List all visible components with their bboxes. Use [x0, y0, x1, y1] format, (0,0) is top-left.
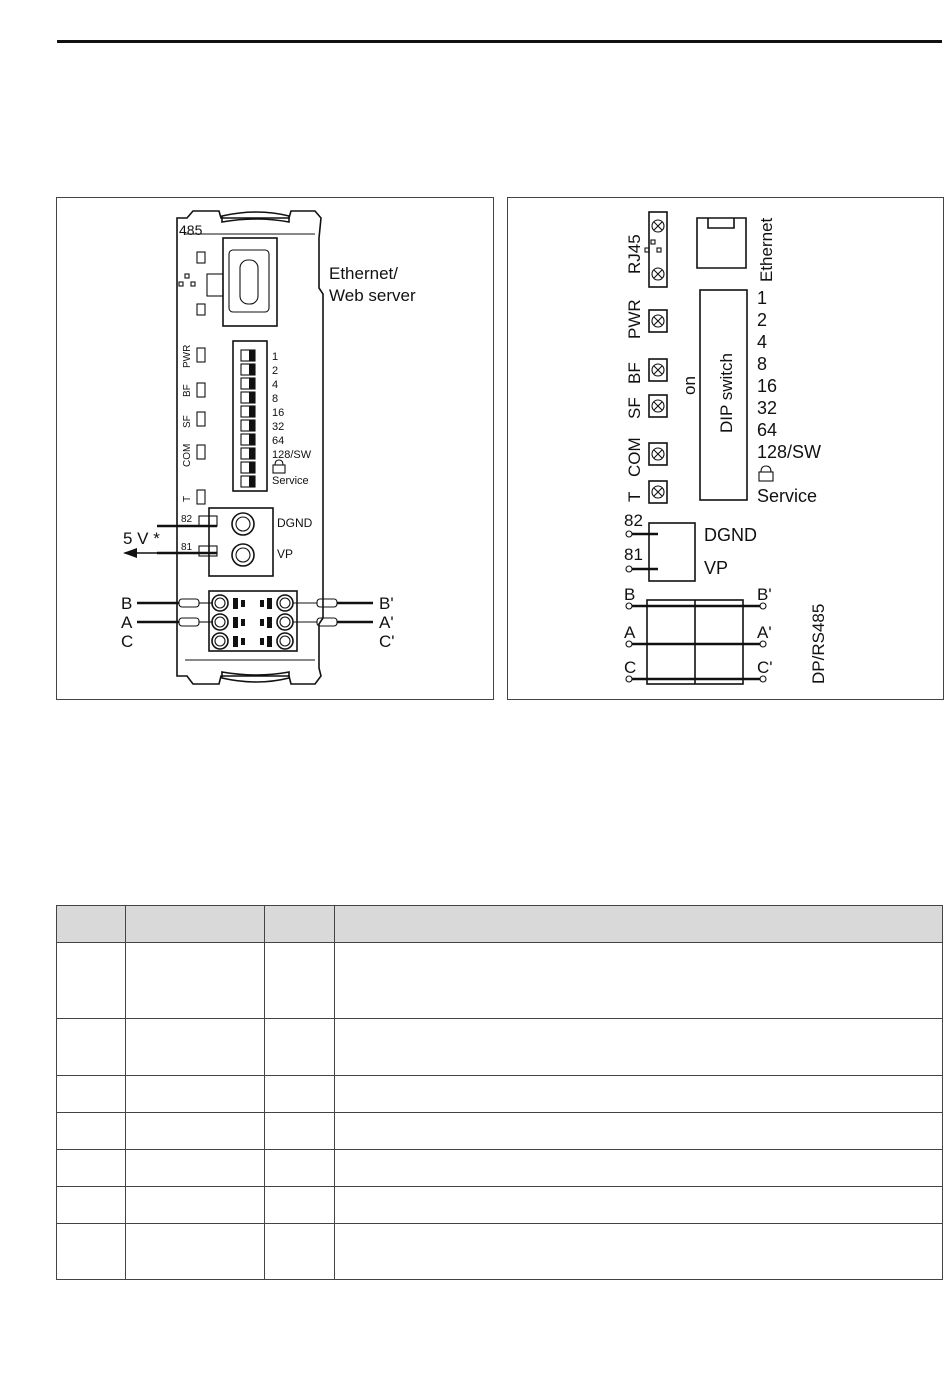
bus-label-c: C: [121, 632, 134, 651]
rj45-led-1: [652, 220, 664, 232]
service-label: Service: [757, 486, 818, 506]
module-label: 485: [179, 222, 203, 238]
bus-label-b-prime: B': [379, 594, 394, 613]
led-pwr: [182, 345, 205, 368]
table-cell: [126, 1150, 265, 1187]
bus-label-a: A: [121, 613, 133, 632]
terminal-81-contact: [199, 546, 217, 556]
bus-label-a: A: [624, 623, 636, 642]
svg-text:SF: SF: [625, 397, 644, 419]
rj45-led-2: [652, 268, 664, 280]
table-cell: [126, 1224, 265, 1280]
dip-value: 4: [272, 379, 279, 391]
table-header-row: [57, 906, 943, 943]
top-rule: [57, 40, 942, 43]
terminal-81-label: 81: [624, 545, 643, 564]
table-cell: [57, 1019, 126, 1076]
table-cell: [265, 1224, 335, 1280]
table-cell: [335, 1019, 943, 1076]
dgnd-label: DGND: [277, 516, 313, 530]
svg-text:COM: COM: [625, 437, 644, 477]
bus-label-b: B: [624, 585, 636, 604]
terminal-82-label: 82: [181, 514, 193, 525]
led-t: [625, 481, 667, 503]
bus-terminals-left: [212, 595, 245, 649]
svg-text:COM: COM: [182, 443, 193, 467]
led-sf: [625, 395, 667, 419]
dgnd-screw: [232, 513, 254, 535]
table-header-cell: [126, 906, 265, 943]
dip-value: 32: [757, 398, 778, 418]
dip-value: 2: [272, 365, 279, 377]
table-cell: [265, 1019, 335, 1076]
svg-text:BF: BF: [625, 362, 644, 384]
dip-value: 128/SW: [272, 449, 312, 461]
table-header-cell: [265, 906, 335, 943]
svg-text:T: T: [625, 491, 644, 502]
bus-label-b: B: [121, 594, 133, 613]
table-row: [57, 1019, 943, 1076]
table-row: [57, 943, 943, 1019]
led-sf: [182, 412, 205, 428]
ethernet-led-1: [197, 252, 205, 263]
bus-terminals-right: [260, 595, 293, 649]
table-cell: [126, 1187, 265, 1224]
led-bf: [182, 383, 205, 397]
dip-value: 2: [757, 310, 768, 330]
bottom-latch: [222, 672, 289, 682]
table-cell: [335, 943, 943, 1019]
dgnd-label: DGND: [704, 525, 757, 545]
power-connector: [649, 523, 695, 581]
on-label: on: [680, 376, 699, 395]
led-t: [182, 490, 205, 504]
table-cell: [335, 1150, 943, 1187]
table-row: [57, 1150, 943, 1187]
lock-icon: [759, 466, 773, 481]
table-cell: [57, 1224, 126, 1280]
table-cell: [265, 1076, 335, 1113]
table-cell: [126, 1019, 265, 1076]
led-com: [182, 444, 205, 467]
bus-label-a-prime: A': [757, 623, 772, 642]
top-latch: [222, 212, 289, 222]
ethernet-label: Ethernet: [757, 217, 776, 282]
ethernet-port-socket: [229, 250, 269, 312]
dip-value: 8: [272, 393, 279, 405]
ethernet-port-latch: [240, 260, 258, 304]
dip-value: 64: [757, 420, 778, 440]
table-cell: [126, 1113, 265, 1150]
table-cell: [57, 1076, 126, 1113]
table-cell: [335, 1076, 943, 1113]
description-table: [56, 905, 943, 1280]
dip-value: 1: [757, 288, 768, 308]
dip-value: 64: [272, 435, 285, 447]
svg-text:PWR: PWR: [625, 299, 644, 339]
table-cell: [335, 1187, 943, 1224]
vp-label: VP: [704, 558, 729, 578]
terminal-81-label: 81: [181, 542, 193, 553]
table-cell: [57, 943, 126, 1019]
svg-text:PWR: PWR: [182, 344, 193, 368]
table-row: [57, 1076, 943, 1113]
table-cell: [335, 1113, 943, 1150]
terminal-82-label: 82: [624, 511, 643, 530]
dip-values: [757, 288, 821, 462]
table-row: [57, 1113, 943, 1150]
table-cell: [265, 1113, 335, 1150]
module-front-view-figure: [56, 197, 494, 700]
ethernet-label-line2: Web server: [329, 286, 416, 305]
module-schematic-figure: [507, 197, 944, 700]
dip-value: 4: [757, 332, 768, 352]
dip-value: 32: [272, 421, 285, 433]
dip-value: 16: [272, 407, 285, 419]
dip-value: 1: [272, 351, 279, 363]
table-row: [57, 1187, 943, 1224]
table-cell: [57, 1113, 126, 1150]
table-header-cell: [335, 906, 943, 943]
service-label: Service: [272, 475, 309, 487]
network-icon: [645, 240, 661, 252]
led-com: [625, 437, 667, 477]
supply-label: 5 V *: [123, 529, 160, 548]
table-header-cell: [57, 906, 126, 943]
table-cell: [265, 943, 335, 1019]
rj45-socket-icon: [697, 218, 746, 268]
table-cell: [335, 1224, 943, 1280]
dip-value: 8: [757, 354, 768, 374]
module-schematic-drawing: [508, 198, 943, 699]
svg-text:T: T: [182, 495, 193, 502]
dip-values: [272, 351, 312, 461]
bus-label-c-prime: C': [379, 632, 395, 651]
dip-value: 128/SW: [757, 442, 822, 462]
bus-name-label: DP/RS485: [809, 603, 828, 684]
supply-arrow-head: [123, 548, 137, 558]
table-cell: [57, 1150, 126, 1187]
svg-text:BF: BF: [182, 384, 193, 397]
bus-label-c-prime: C': [757, 658, 773, 677]
terminal-82-point: [626, 531, 632, 537]
ethernet-led-2: [197, 304, 205, 315]
led-bf: [625, 359, 667, 384]
module-front-view-drawing: [57, 198, 493, 699]
vp-screw: [232, 544, 254, 566]
dip-switches: [241, 350, 255, 487]
led-pwr: [625, 299, 667, 339]
ethernet-label-line1: Ethernet/: [329, 264, 398, 283]
table-cell: [265, 1187, 335, 1224]
bus-label-c: C: [624, 658, 637, 677]
vp-label: VP: [277, 547, 294, 561]
table-cell: [57, 1187, 126, 1224]
bus-label-b-prime: B': [757, 585, 772, 604]
bus-label-a-prime: A': [379, 613, 394, 632]
rj45-label: RJ45: [625, 234, 644, 274]
table-row: [57, 1224, 943, 1280]
ethernet-port-tab: [207, 274, 223, 296]
network-icon: [179, 274, 195, 286]
dip-switch-label: DIP switch: [717, 353, 736, 433]
lock-icon: [273, 460, 285, 473]
terminal-82-contact: [199, 516, 217, 526]
bus-terminal-block: [209, 591, 297, 651]
table-cell: [126, 1076, 265, 1113]
terminal-81-point: [626, 566, 632, 572]
table-cell: [265, 1150, 335, 1187]
svg-text:SF: SF: [182, 415, 193, 428]
dip-value: 16: [757, 376, 778, 396]
table-cell: [126, 943, 265, 1019]
